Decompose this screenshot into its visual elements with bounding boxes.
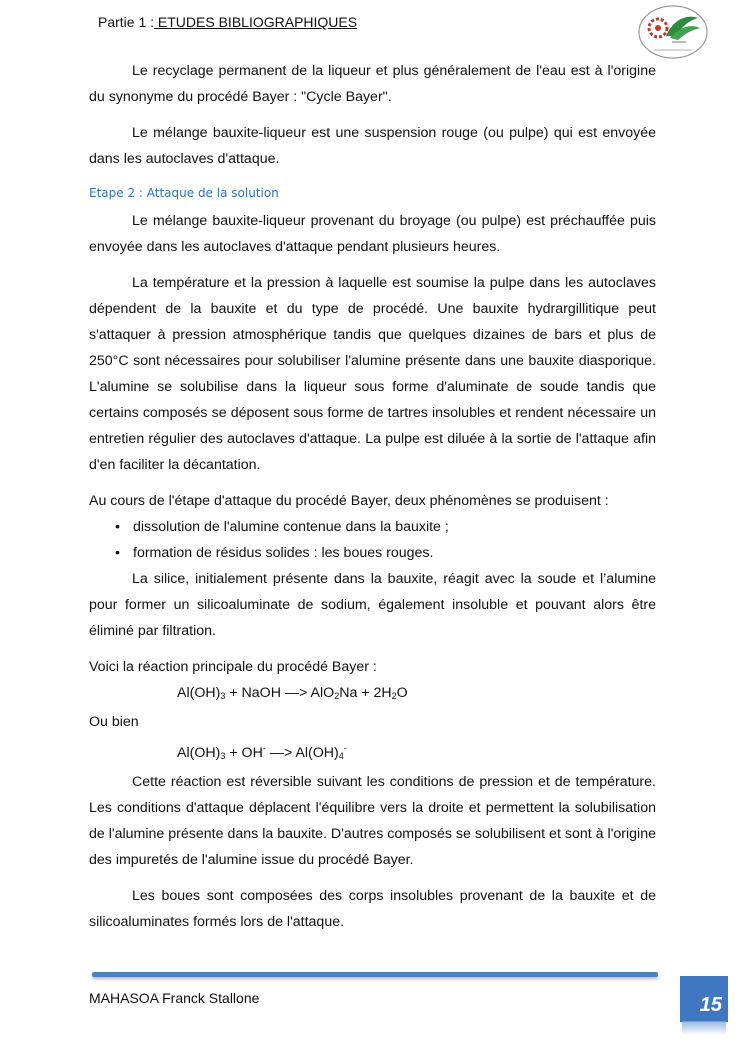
section-heading: Etape 2 : Attaque de la solution bbox=[89, 186, 279, 200]
equation-main: $Al(OH)_3$ + NaOH —> $AlO_2Na + 2H_2O$ bbox=[177, 685, 408, 701]
paragraph: Au cours de l'étape d'attaque du procédé Bayer, deux phénomènes se produisent : bbox=[89, 493, 609, 509]
paragraph: Cette réaction est réversible suivant les conditions de pression et de température. Les conditions d'attaque déplacent l'équilibre vers la droite et permettent la solubilisation de l'alumine présente dans la bauxite. D'autres composés se solubilisent et sont à l'origine des impuretés de l'alumine issue du procédé Bayer. bbox=[89, 774, 656, 868]
list-item bbox=[89, 514, 656, 540]
page-number-box bbox=[680, 976, 728, 1022]
footer-author: MAHASOA Franck Stallone bbox=[89, 990, 260, 1006]
bullet-icon: • bbox=[115, 519, 120, 535]
list-item-text: formation de résidus solides : les boues rouges. bbox=[133, 545, 434, 561]
list-item-text: dissolution de l'alumine contenue dans la bauxite ; bbox=[133, 519, 449, 535]
footer-divider bbox=[92, 972, 658, 977]
page-number: 15 bbox=[699, 994, 722, 1016]
bullet-icon: • bbox=[115, 545, 120, 561]
header-title: ETUDES BIBLIOGRAPHIQUES bbox=[154, 14, 358, 30]
paragraph: Le recyclage permanent de la liqueur et plus généralement de l'eau est à l'origine du synonyme du procédé Bayer : "Cycle Bayer". bbox=[89, 63, 656, 105]
header-prefix: Partie 1 : bbox=[98, 14, 155, 30]
running-header bbox=[98, 14, 357, 30]
equation-alternative: $Al(OH)_3 + OH^-$ —> $Al(OH)_4^-$ bbox=[177, 743, 347, 761]
page-number-reflection bbox=[682, 1021, 726, 1035]
paragraph: Le mélange bauxite-liqueur est une suspension rouge (ou pulpe) qui est envoyée dans les autoclaves d'attaque. bbox=[89, 125, 656, 167]
connector-text: Ou bien bbox=[89, 714, 139, 730]
paragraph: La silice, initialement présente dans la bauxite, réagit avec la soude et l’alumine pour former un silicoaluminate de sodium, également insoluble et pouvant alors être éliminé par filtration. bbox=[89, 571, 656, 639]
page-body bbox=[89, 58, 656, 945]
paragraph: La température et la pression à laquelle est soumise la pulpe dans les autoclaves dépendent de la bauxite et du type de procédé. Une bauxite hydrargillitique peut s'attaquer à pression atmosphérique tandis que quelques dizaines de bars et plus de 250°C sont nécessaires pour solubiliser l'alumine présente dans une bauxite diasporique. L'alumine se solubilise dans la liqueur sous forme d'aluminate de soude tandis que certains composés se déposent sous forme de tartres insolubles et rendent nécessaire un entretien régulier des autoclaves d'attaque. La pulpe est diluée à la sortie de l'attaque afin d'en faciliter la décantation. bbox=[89, 275, 656, 473]
list-item bbox=[89, 540, 656, 566]
institution-logo bbox=[636, 4, 710, 62]
paragraph: Les boues sont composées des corps insolubles provenant de la bauxite et de silicoaluminates formés lors de l'attaque. bbox=[89, 888, 656, 930]
bullet-list bbox=[89, 514, 656, 566]
paragraph: Voici la réaction principale du procédé Bayer : bbox=[89, 659, 377, 675]
paragraph: Le mélange bauxite-liqueur provenant du broyage (ou pulpe) est préchauffée puis envoyée dans les autoclaves d'attaque pendant plusieurs heures. bbox=[89, 213, 656, 255]
